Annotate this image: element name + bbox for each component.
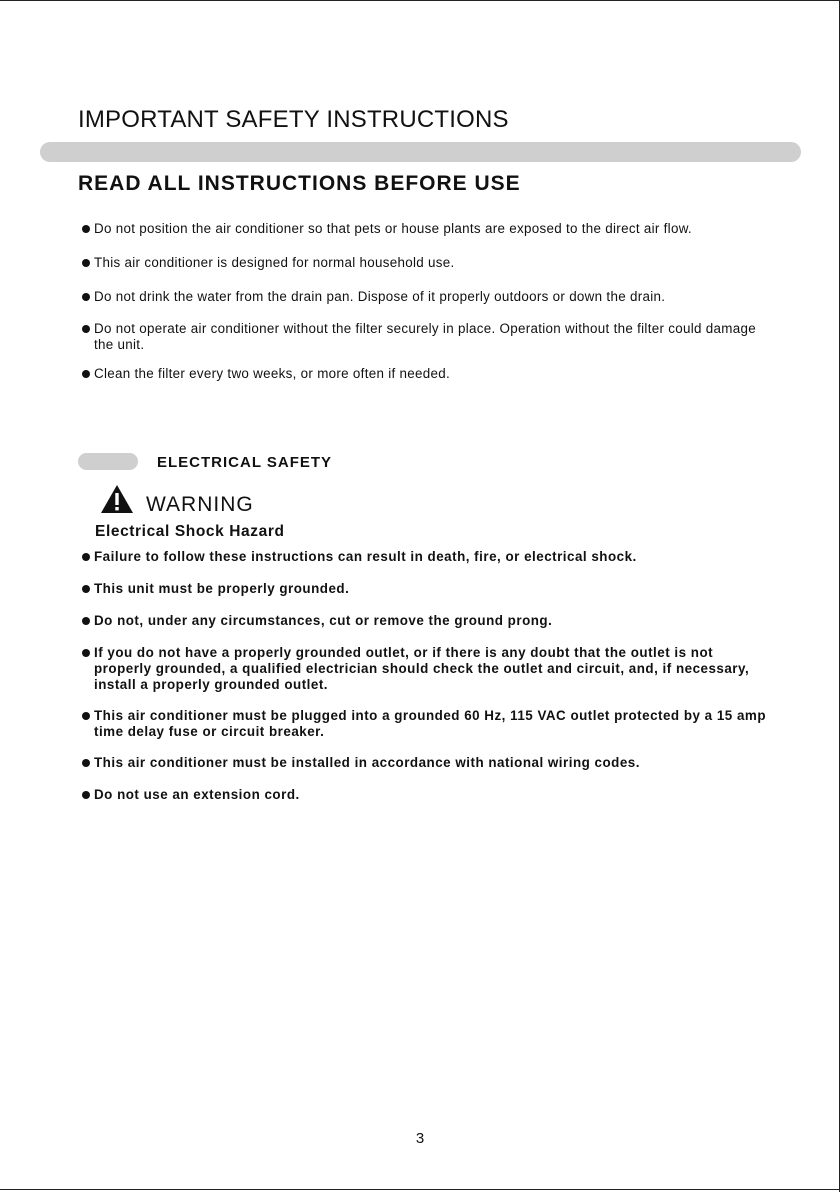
list-item: This air conditioner is designed for normal household use.	[82, 255, 772, 271]
document-title: IMPORTANT SAFETY INSTRUCTIONS	[78, 106, 509, 133]
page-border-bottom	[0, 1189, 840, 1190]
list-item: Do not, under any circumstances, cut or remove the ground prong.	[82, 613, 772, 629]
list-item: This air conditioner must be plugged into a grounded 60 Hz, 115 VAC outlet protected by a 15 amp time delay fuse or circuit breaker.	[82, 708, 772, 740]
bullet-icon	[82, 759, 90, 767]
list-item: Do not drink the water from the drain pan. Dispose of it properly outdoors or down the drain.	[82, 289, 772, 305]
title-divider-bar	[40, 142, 801, 162]
page-border-top	[0, 0, 840, 1]
page-number: 3	[415, 1130, 425, 1147]
list-item: Do not operate air conditioner without the filter securely in place. Operation without the filter could damage the unit.	[82, 321, 772, 353]
list-item: Failure to follow these instructions can result in death, fire, or electrical shock.	[82, 549, 772, 565]
list-item: If you do not have a properly grounded outlet, or if there is any doubt that the outlet is not properly grounded, a qualified electrician should check the outlet and circuit, and, if necessary, install a properly grounded outlet.	[82, 645, 772, 693]
bullet-icon	[82, 225, 90, 233]
list-item: Do not position the air conditioner so that pets or house plants are exposed to the direct air flow.	[82, 221, 772, 237]
bullet-icon	[82, 370, 90, 378]
warning-label: WARNING	[146, 493, 254, 516]
bullet-icon	[82, 712, 90, 720]
bullet-icon	[82, 617, 90, 625]
hazard-label: Electrical Shock Hazard	[95, 523, 285, 540]
bullet-icon	[82, 259, 90, 267]
bullet-icon	[82, 791, 90, 799]
bullet-icon	[82, 649, 90, 657]
bullet-icon	[82, 325, 90, 333]
electrical-safety-heading: ELECTRICAL SAFETY	[157, 454, 333, 471]
list-item: Do not use an extension cord.	[82, 787, 772, 803]
bullet-icon	[82, 293, 90, 301]
bullet-icon	[82, 553, 90, 561]
list-item: This air conditioner must be installed in accordance with national wiring codes.	[82, 755, 772, 771]
read-instructions-heading: READ ALL INSTRUCTIONS BEFORE USE	[78, 172, 521, 195]
list-item: Clean the filter every two weeks, or more often if needed.	[82, 366, 772, 382]
warning-triangle-icon	[100, 484, 134, 514]
bullet-icon	[82, 585, 90, 593]
list-item: This unit must be properly grounded.	[82, 581, 772, 597]
section-marker-pill	[78, 453, 138, 470]
